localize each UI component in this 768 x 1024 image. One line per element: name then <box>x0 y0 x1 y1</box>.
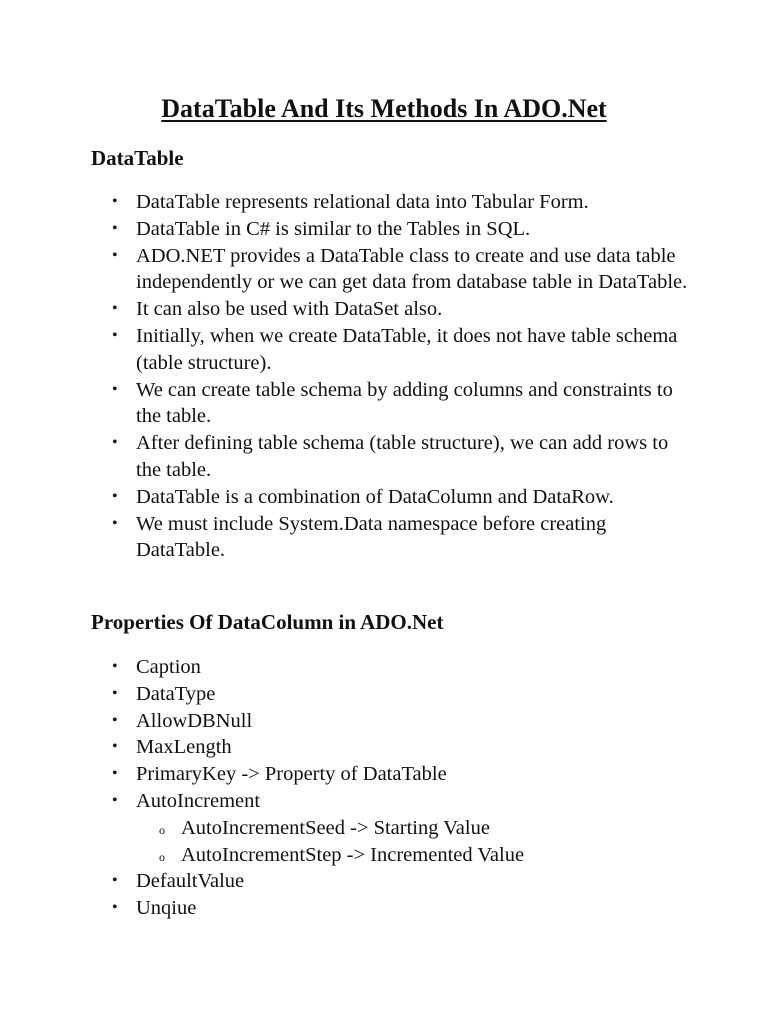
bullet-icon: • <box>112 219 118 237</box>
list-item-text: DefaultValue <box>136 870 245 893</box>
list-item <box>91 868 691 895</box>
list-item <box>91 216 691 243</box>
datatable-bullet-list <box>91 189 691 564</box>
list-item-text: AllowDBNull <box>136 709 253 732</box>
bullet-icon: • <box>112 514 118 532</box>
list-item <box>91 761 691 788</box>
bullet-icon: • <box>112 872 118 890</box>
list-item <box>91 788 691 868</box>
list-item <box>91 895 691 922</box>
bullet-icon: • <box>112 684 118 702</box>
list-item <box>91 189 691 216</box>
sub-bullet-icon: o <box>159 822 165 837</box>
bullet-icon: • <box>112 711 118 729</box>
list-item <box>91 484 691 511</box>
list-item-text: After defining table schema (table structure), we can add rows to the table. <box>136 432 669 481</box>
list-item-text: DataTable is a combination of DataColumn and DataRow. <box>136 485 614 508</box>
list-item <box>91 296 691 323</box>
bullet-icon: • <box>112 899 118 917</box>
list-item-text: Caption <box>136 656 201 678</box>
list-item <box>91 654 691 681</box>
list-item-text: AutoIncrement <box>136 789 261 812</box>
list-item-text: We can create table schema by adding columns and constraints to the table. <box>136 378 673 428</box>
list-item-text: Unqiue <box>136 897 197 920</box>
list-item <box>91 243 691 297</box>
list-item-text: We must include System.Data namespace before creating DataTable. <box>136 512 607 562</box>
sub-list-item <box>136 815 691 842</box>
bullet-icon: • <box>112 658 118 675</box>
list-item <box>91 430 691 484</box>
bullet-icon: • <box>112 791 118 809</box>
bullet-icon: • <box>112 765 118 783</box>
sub-list-item-text: AutoIncrementSeed -> Starting Value <box>181 816 490 839</box>
list-item-text: PrimaryKey -> Property of DataTable <box>136 763 447 786</box>
list-item-text: Initially, when we create DataTable, it does not have table schema (table structure). <box>136 324 678 374</box>
list-item <box>91 511 691 565</box>
bullet-icon: • <box>112 193 118 210</box>
sub-list-item-text: AutoIncrementStep -> Incremented Value <box>181 843 525 866</box>
sub-list-item <box>136 842 691 869</box>
list-item <box>91 377 691 431</box>
list-item-text: MaxLength <box>136 736 232 759</box>
bullet-icon: • <box>112 300 118 318</box>
bullet-icon: • <box>112 434 118 452</box>
list-item-text: DataType <box>136 682 216 705</box>
list-item <box>91 734 691 761</box>
autoincrement-sub-list <box>136 815 691 869</box>
list-item-text: DataTable in C# is similar to the Tables in SQL. <box>136 217 531 240</box>
section-heading-datacolumn-properties: Properties Of DataColumn in ADO.Net <box>91 610 444 634</box>
bullet-icon: • <box>112 380 118 398</box>
list-item <box>91 681 691 708</box>
bullet-icon: • <box>112 246 118 264</box>
list-item <box>91 708 691 735</box>
list-item-text: DataTable represents relational data into Tabular Form. <box>136 191 589 213</box>
bullet-icon: • <box>112 738 118 756</box>
bullet-icon: • <box>112 487 118 505</box>
datacolumn-properties-list <box>91 654 691 922</box>
section-heading-datatable: DataTable <box>91 146 184 170</box>
document-title: DataTable And Its Methods In ADO.Net <box>161 94 607 123</box>
list-item-text: It can also be used with DataSet also. <box>136 298 443 321</box>
list-item <box>91 323 691 377</box>
sub-bullet-icon: o <box>159 849 165 864</box>
list-item-text: ADO.NET provides a DataTable class to create and use data table independently or we can get data from database table in DataTable. <box>136 244 688 294</box>
bullet-icon: • <box>112 326 118 344</box>
